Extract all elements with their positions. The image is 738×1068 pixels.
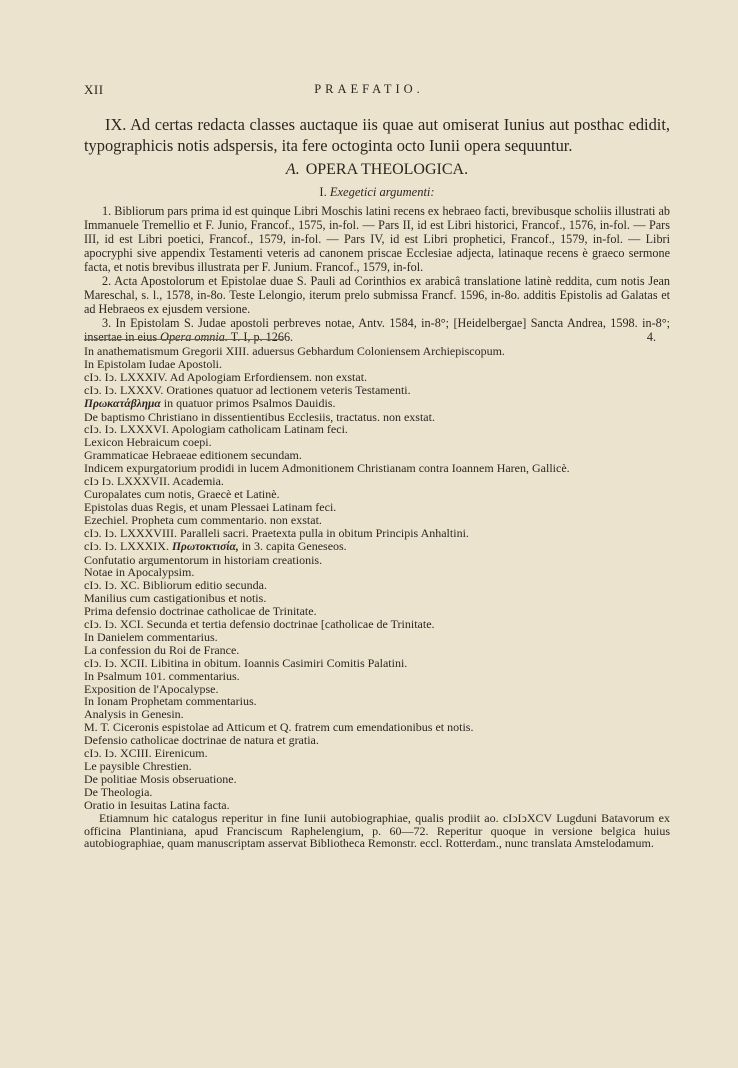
running-header <box>84 82 654 98</box>
works-catalog <box>84 345 670 850</box>
subsection-number: I. <box>319 185 327 199</box>
entry-italic-title: Opera omnia. <box>160 330 228 344</box>
entry-count: 4. <box>646 330 656 344</box>
catalog-line: De baptismo Christiano in dissentientibus Ecclesiis, tractatus. non exstat. <box>84 410 435 424</box>
catalog-line: Notae in Apocalypsim. <box>84 566 195 580</box>
entry-text: 3. In Epistolam S. Judae apostoli perbreves notae, Antv. 1584, in-8°; [Heidelbergae] Sancta Andrea, 1598. in-8°; insertae in eius <box>84 316 670 344</box>
catalog-line: cIↄ. Iↄ. XC. Bibliorum editio secunda. <box>84 579 267 593</box>
intro-paragraph: IX. Ad certas redacta classes auctaque iis quae aut omiserat Iunius aut posthac edidit, typographicis notis adspersis, ita fere octoginta octo Iunii opera sequuntur. <box>84 115 670 155</box>
catalog-line: cIↄ. Iↄ. LXXXVI. Apologiam catholicam Latinam feci. <box>84 423 348 437</box>
catalog-line-text: in quatuor primos Psalmos Dauidis. <box>163 396 336 410</box>
section-divider <box>84 339 284 340</box>
catalog-line: In anathematismum Gregorii XIII. aduersus Gebhardum Coloniensem Archiepiscopum. <box>84 345 505 358</box>
catalog-line: cIↄ Iↄ. LXXXVII. Academia. <box>84 475 224 488</box>
catalog-line: Exposition de l'Apocalypse. <box>84 682 219 696</box>
bibliography-entries <box>84 204 670 344</box>
section-letter: A. <box>285 161 300 178</box>
catalog-line: cIↄ. Iↄ. LXXXVIII. Paralleli sacri. Praetexta pulla in obitum Principis Anhaltini. <box>84 526 469 540</box>
greek-title: Πρωτοκτισία, <box>171 540 239 553</box>
section-title: OPERA THEOLOGICA. <box>305 161 469 178</box>
catalog-line: M. T. Ciceronis espistolae ad Atticum et Q. fratrem cum emendationibus et notis. <box>84 721 474 735</box>
greek-title: Πρωκατάβλημα <box>84 397 161 410</box>
catalog-line: Defensio catholicae doctrinae de natura et gratia. <box>84 734 319 748</box>
catalog-line: In Psalmum 101. commentarius. <box>84 669 240 683</box>
catalog-line: cIↄ. Iↄ. XCIII. Eirenicum. <box>84 747 208 760</box>
subsection-heading <box>84 184 670 200</box>
page-number: XII <box>84 82 104 97</box>
catalog-line <box>84 397 670 411</box>
catalog-line <box>84 540 670 554</box>
subsection-title: Exegetici argumenti: <box>329 185 435 199</box>
section-heading <box>84 160 670 180</box>
catalog-line: cIↄ. Iↄ. XCII. Libitina in obitum. Ioannis Casimiri Comitis Palatini. <box>84 656 408 670</box>
catalog-line: Confutatio argumentorum in historiam creationis. <box>84 553 323 567</box>
running-title: PRAEFATIO. <box>314 82 424 96</box>
entry-text-end: T. I, p. 1266. <box>230 330 294 344</box>
catalog-line: cIↄ. Iↄ. LXXXIV. Ad Apologiam Erfordiensem. non exstat. <box>84 370 368 384</box>
catalog-line: Indicem expurgatorium prodidi in lucem Admonitionem Christianam contra Ioannem Haren, Gallicè. <box>84 462 570 476</box>
closing-note: Etiamnum hic catalogus reperitur in fine Iunii autobiographiae, qualis prodiit ao. cIↄIↄXCV Lugduni Batavorum ex officina Plantiniana, apud Franciscum Raphelengium, p. 60—72. Reperitur quoque in versione belgica huius autobiographiae, quam manuscriptam asservat Bibliotheca Remonstr. eccl. Rotterdam., nunc translata Amstelodamum. <box>84 810 670 851</box>
catalog-line: Grammaticae Hebraeae editionem secundam. <box>84 449 302 463</box>
catalog-line: cIↄ. Iↄ. XCI. Secunda et tertia defensio doctrinae [catholicae de Trinitate. <box>84 618 435 631</box>
catalog-line: De politiae Mosis obseruatione. <box>84 772 237 786</box>
catalog-line: Epistolas duas Regis, et unam Plessaei Latinam feci. <box>84 500 337 514</box>
catalog-line: In Ionam Prophetam commentarius. <box>84 695 257 709</box>
catalog-line: Manilius cum castigationibus et notis. <box>84 592 267 606</box>
catalog-year: cIↄ. Iↄ. LXXXIX. <box>84 539 169 553</box>
catalog-line: Le paysible Chrestien. <box>84 760 192 773</box>
catalog-line: Curopalates cum notis, Graecè et Latinè. <box>84 487 280 501</box>
catalog-line: Analysis in Genesin. <box>84 708 184 722</box>
bibliography-entry: 1. Bibliorum pars prima id est quinque Libri Moschis latini recens ex hebraeo facti, brevibusque scholiis illustrati ab Immanuele Tremellio et F. Junio, Francof., 1575, in-fol. — Pars II, id est Libri historici, Francof., 1576, in-fol. — Pars III, id est Libri poetici, Francof., 1579, in-fol. — Pars IV, id est Libri prophetici, Francof., 1579, in-fol. — Libri apocryphi sive appendix Testamenti veteris ad canonem priscae Ecclesiae adjecta, latinaque recens è graeco sermone facta, et notis brevibus illustrata per F. Junium. Francof., 1579, in-fol. <box>84 204 670 274</box>
catalog-line: In Epistolam Iudae Apostoli. <box>84 357 222 371</box>
catalog-line-text: in 3. capita Geneseos. <box>241 539 347 553</box>
catalog-line: Prima defensio doctrinae catholicae de Trinitate. <box>84 605 317 619</box>
catalog-line: Oratio in Iesuitas Latina facta. <box>84 798 230 812</box>
bibliography-entry: 2. Acta Apostolorum et Epistolae duae S. Pauli ad Corinthios ex arabicâ translatione latinè reddita, cum notis Jean Mareschal, s. l., 1578, in-8o. Teste Lelongio, iterum prelo submissa Francf. 1596, in-8o. additis Epistolis ad Galatas et ad Hebraeos ex ejusdem versione. <box>84 274 670 316</box>
catalog-line: De Theologia. <box>84 785 153 799</box>
catalog-line: cIↄ. Iↄ. LXXXV. Orationes quatuor ad lectionem veteris Testamenti. <box>84 383 411 397</box>
catalog-line: La confession du Roi de France. <box>84 643 240 657</box>
catalog-line: Ezechiel. Propheta cum commentario. non exstat. <box>84 513 322 527</box>
catalog-line: In Danielem commentarius. <box>84 630 218 644</box>
catalog-line: Lexicon Hebraicum coepi. <box>84 436 212 450</box>
